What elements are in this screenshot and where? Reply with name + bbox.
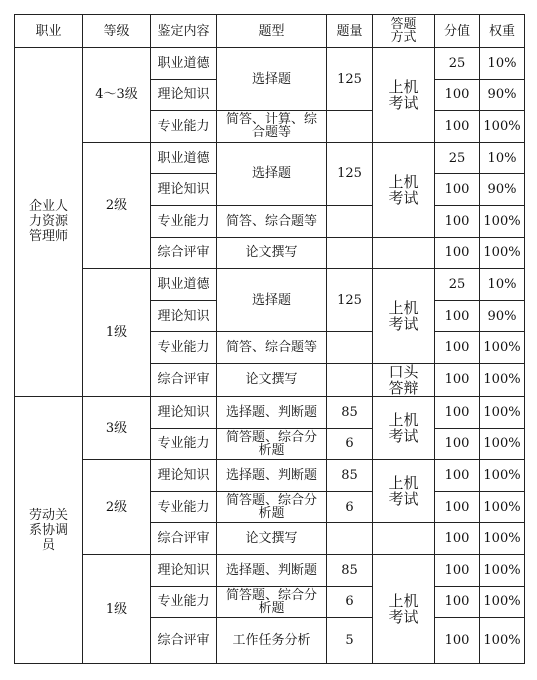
- content-cell: 职业道德: [151, 269, 217, 301]
- question-type-cell: 简答、综合题等: [217, 332, 327, 364]
- level-cell: 2级: [83, 460, 151, 555]
- quantity-cell: [327, 523, 373, 555]
- question-type-cell: 简答题、综合分析题: [217, 428, 327, 460]
- table-row: [15, 396, 525, 428]
- question-type-cell: 工作任务分析: [217, 618, 327, 664]
- level-cell: 3级: [83, 396, 151, 459]
- question-type-cell: 选择题、判断题: [217, 460, 327, 492]
- content-cell: 理论知识: [151, 79, 217, 111]
- content-cell: 理论知识: [151, 174, 217, 206]
- quantity-cell: [327, 332, 373, 364]
- weight-cell: 100%: [480, 396, 525, 428]
- score-cell: 100: [435, 586, 480, 618]
- header-quantity: 题量: [327, 15, 373, 48]
- content-cell: 理论知识: [151, 460, 217, 492]
- content-cell: 专业能力: [151, 586, 217, 618]
- score-cell: 100: [435, 491, 480, 523]
- weight-cell: 90%: [480, 174, 525, 206]
- weight-cell: 100%: [480, 586, 525, 618]
- content-cell: 综合评审: [151, 523, 217, 555]
- level-cell: 1级: [83, 554, 151, 663]
- quantity-cell: 125: [327, 142, 373, 205]
- question-type-cell: 选择题、判断题: [217, 554, 327, 586]
- level-cell: 2级: [83, 142, 151, 268]
- weight-cell: 100%: [480, 523, 525, 555]
- weight-cell: 100%: [480, 111, 525, 143]
- question-type-cell: 选择题: [217, 142, 327, 205]
- weight-cell: 100%: [480, 428, 525, 460]
- table-row: [15, 48, 525, 80]
- content-cell: 专业能力: [151, 428, 217, 460]
- table-row: [15, 142, 525, 174]
- score-cell: 25: [435, 142, 480, 174]
- content-cell: 理论知识: [151, 396, 217, 428]
- score-cell: 100: [435, 523, 480, 555]
- table-row: [15, 269, 525, 301]
- question-type-cell: 选择题: [217, 269, 327, 332]
- level-cell: 1级: [83, 269, 151, 397]
- quantity-cell: 85: [327, 396, 373, 428]
- quantity-cell: [327, 205, 373, 237]
- method-cell: [373, 523, 435, 555]
- content-cell: 专业能力: [151, 111, 217, 143]
- weight-cell: 10%: [480, 269, 525, 301]
- header-content: 鉴定内容: [151, 15, 217, 48]
- content-cell: 职业道德: [151, 48, 217, 80]
- question-type-cell: 论文撰写: [217, 363, 327, 396]
- occupation-cell-hr: 企业人力资源管理师: [15, 48, 83, 397]
- question-type-cell: 简答、计算、综合题等: [217, 111, 327, 143]
- weight-cell: 90%: [480, 300, 525, 332]
- weight-cell: 100%: [480, 491, 525, 523]
- score-cell: 100: [435, 174, 480, 206]
- quantity-cell: 6: [327, 491, 373, 523]
- score-cell: 100: [435, 332, 480, 364]
- quantity-cell: 6: [327, 428, 373, 460]
- table-row: [15, 554, 525, 586]
- weight-cell: 100%: [480, 332, 525, 364]
- quantity-cell: 6: [327, 586, 373, 618]
- quantity-cell: [327, 363, 373, 396]
- method-cell: 上机考试: [373, 554, 435, 663]
- weight-cell: 100%: [480, 363, 525, 396]
- score-cell: 100: [435, 460, 480, 492]
- question-type-cell: 选择题: [217, 48, 327, 111]
- score-cell: 100: [435, 363, 480, 396]
- method-cell: 口头答辩: [373, 363, 435, 396]
- quantity-cell: 85: [327, 460, 373, 492]
- score-cell: 100: [435, 237, 480, 269]
- content-cell: 理论知识: [151, 300, 217, 332]
- header-weight: 权重: [480, 15, 525, 48]
- content-cell: 综合评审: [151, 618, 217, 664]
- weight-cell: 90%: [480, 79, 525, 111]
- header-question-type: 题型: [217, 15, 327, 48]
- content-cell: 综合评审: [151, 237, 217, 269]
- content-cell: 专业能力: [151, 491, 217, 523]
- question-type-cell: 论文撰写: [217, 523, 327, 555]
- content-cell: 专业能力: [151, 332, 217, 364]
- header-method: 答题方式: [373, 15, 435, 48]
- question-type-cell: 简答、综合题等: [217, 205, 327, 237]
- table-row: [15, 460, 525, 492]
- quantity-cell: 85: [327, 554, 373, 586]
- score-cell: 100: [435, 79, 480, 111]
- quantity-cell: 125: [327, 48, 373, 111]
- header-occupation: 职业: [15, 15, 83, 48]
- question-type-cell: 简答题、综合分析题: [217, 586, 327, 618]
- weight-cell: 100%: [480, 237, 525, 269]
- header-score: 分值: [435, 15, 480, 48]
- score-cell: 100: [435, 428, 480, 460]
- weight-cell: 100%: [480, 618, 525, 664]
- question-type-cell: 选择题、判断题: [217, 396, 327, 428]
- header-level: 等级: [83, 15, 151, 48]
- score-cell: 100: [435, 300, 480, 332]
- content-cell: 理论知识: [151, 554, 217, 586]
- weight-cell: 100%: [480, 460, 525, 492]
- method-cell: 上机考试: [373, 142, 435, 237]
- content-cell: 专业能力: [151, 205, 217, 237]
- weight-cell: 100%: [480, 205, 525, 237]
- weight-cell: 10%: [480, 142, 525, 174]
- score-cell: 25: [435, 48, 480, 80]
- score-cell: 25: [435, 269, 480, 301]
- weight-cell: 100%: [480, 554, 525, 586]
- question-type-cell: 论文撰写: [217, 237, 327, 269]
- method-cell: 上机考试: [373, 48, 435, 143]
- score-cell: 100: [435, 205, 480, 237]
- quantity-cell: [327, 111, 373, 143]
- weight-cell: 10%: [480, 48, 525, 80]
- quantity-cell: 5: [327, 618, 373, 664]
- method-cell: [373, 237, 435, 269]
- score-cell: 100: [435, 554, 480, 586]
- method-cell: 上机考试: [373, 269, 435, 364]
- method-cell: 上机考试: [373, 396, 435, 459]
- header-row: [15, 15, 525, 48]
- question-type-cell: 简答题、综合分析题: [217, 491, 327, 523]
- score-cell: 100: [435, 396, 480, 428]
- exam-requirements-table: [14, 14, 525, 664]
- level-cell: 4～3级: [83, 48, 151, 143]
- occupation-cell-labor: 劳动关系协调员: [15, 396, 83, 663]
- content-cell: 职业道德: [151, 142, 217, 174]
- method-cell: 上机考试: [373, 460, 435, 523]
- score-cell: 100: [435, 111, 480, 143]
- content-cell: 综合评审: [151, 363, 217, 396]
- quantity-cell: 125: [327, 269, 373, 332]
- quantity-cell: [327, 237, 373, 269]
- score-cell: 100: [435, 618, 480, 664]
